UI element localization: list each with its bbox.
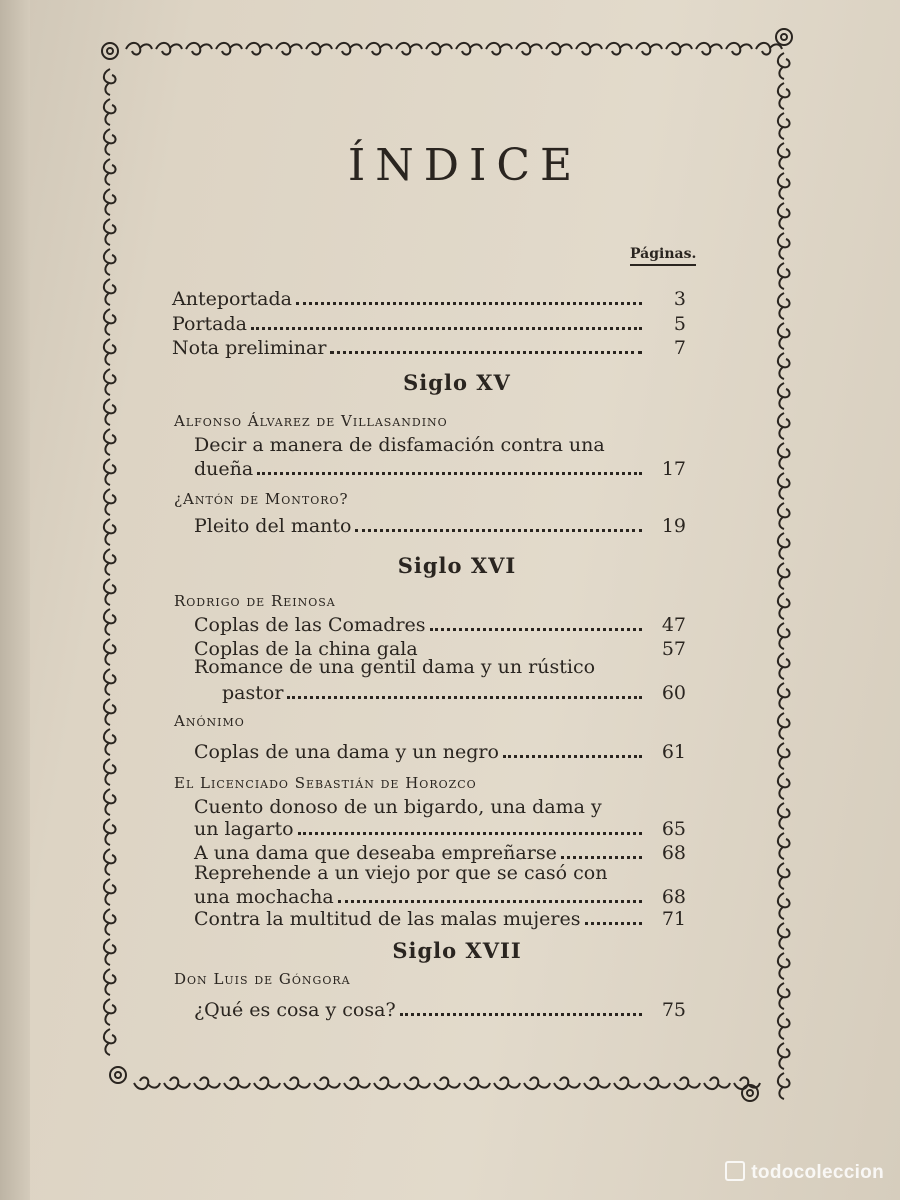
toc-entry-page: 68 — [661, 842, 686, 864]
border-scroll — [778, 1073, 790, 1099]
toc-entry-label: Portada — [172, 313, 247, 335]
border-scroll — [134, 1077, 160, 1089]
border-scroll — [434, 1077, 460, 1089]
border-scroll — [778, 323, 790, 349]
border-scroll — [778, 803, 790, 829]
toc-entry-line: Decir a manera de disfamación contra una — [194, 434, 605, 456]
toc-entry-label: pastor — [222, 682, 284, 704]
toc-entry — [194, 816, 686, 840]
border-scroll — [554, 1077, 580, 1089]
toc-entry-page: 68 — [661, 886, 686, 908]
toc-entry-label: un lagarto — [194, 818, 294, 840]
border-scroll — [778, 893, 790, 919]
border-scroll — [426, 43, 452, 55]
dot-leader — [287, 696, 642, 699]
toc-entry-page: 75 — [661, 999, 686, 1021]
border-scroll — [104, 249, 116, 275]
border-scroll — [524, 1077, 550, 1089]
border-scroll — [778, 503, 790, 529]
border-scroll — [104, 879, 116, 905]
dot-leader — [251, 327, 642, 330]
border-scroll — [606, 43, 632, 55]
toc-entry — [194, 456, 686, 480]
toc-entry-label: ¿Qué es cosa y cosa? — [194, 999, 396, 1021]
section-heading: Siglo XVI — [397, 553, 517, 578]
border-scroll — [104, 969, 116, 995]
border-scroll — [104, 69, 116, 95]
toc-entry-label: Nota preliminar — [172, 337, 327, 359]
author-name: Alfonso Álvarez de Villasandino — [174, 412, 448, 430]
border-scroll — [104, 849, 116, 875]
toc-entry — [194, 513, 686, 537]
toc-entry — [172, 286, 686, 310]
toc-entry-page: 19 — [661, 515, 686, 537]
border-scroll — [126, 43, 152, 55]
toc-entry — [194, 739, 686, 763]
toc-entry-label: Coplas de la china gala — [194, 638, 418, 660]
toc-entry-page: 60 — [661, 682, 686, 704]
border-scroll — [104, 789, 116, 815]
toc-entry — [222, 680, 686, 704]
border-scroll — [104, 819, 116, 845]
toc-entry-page: 71 — [661, 908, 686, 930]
border-scroll — [778, 1043, 790, 1069]
toc-entry-page: 61 — [661, 741, 686, 763]
border-scroll — [104, 459, 116, 485]
border-scroll — [704, 1077, 730, 1089]
dot-leader — [585, 922, 642, 925]
toc-entry-label: una mochacha — [194, 886, 334, 908]
border-scroll — [778, 203, 790, 229]
border-scroll — [778, 473, 790, 499]
border-scroll — [104, 699, 116, 725]
page-title: ÍNDICE — [347, 140, 583, 191]
border-scroll — [224, 1077, 250, 1089]
border-scroll — [374, 1077, 400, 1089]
border-scroll — [104, 759, 116, 785]
watermark — [725, 1161, 884, 1184]
toc-entry-page: 17 — [661, 458, 686, 480]
border-scroll — [404, 1077, 430, 1089]
border-scroll — [254, 1077, 280, 1089]
dot-leader — [298, 832, 642, 835]
border-scroll — [778, 773, 790, 799]
border-scroll — [186, 43, 212, 55]
toc-entry-page: 7 — [673, 337, 686, 359]
border-scroll — [104, 219, 116, 245]
border-scroll — [778, 833, 790, 859]
border-scroll — [546, 43, 572, 55]
border-scroll — [778, 683, 790, 709]
section-heading: Siglo XV — [403, 370, 511, 395]
border-scroll — [486, 43, 512, 55]
border-scroll — [396, 43, 422, 55]
border-scroll — [778, 1013, 790, 1039]
border-scroll — [216, 43, 242, 55]
toc-entry-label: Coplas de una dama y un negro — [194, 741, 499, 763]
dot-leader — [338, 900, 642, 903]
border-scroll — [636, 43, 662, 55]
border-scroll — [516, 43, 542, 55]
border-scroll — [456, 43, 482, 55]
border-scroll — [276, 43, 302, 55]
border-scroll — [314, 1077, 340, 1089]
border-scroll — [104, 339, 116, 365]
author-name: Anónimo — [174, 712, 245, 730]
dot-leader — [430, 628, 642, 631]
border-scroll — [778, 233, 790, 259]
watermark-text: todocoleccion — [751, 1162, 884, 1183]
toc-entry — [194, 884, 686, 908]
toc-entry-page: 47 — [661, 614, 686, 636]
border-scroll — [778, 113, 790, 139]
border-scroll — [104, 609, 116, 635]
border-scroll — [614, 1077, 640, 1089]
border-scroll — [104, 489, 116, 515]
author-name: Rodrigo de Reinosa — [174, 592, 336, 610]
border-scroll — [778, 293, 790, 319]
border-scroll — [104, 279, 116, 305]
toc-entry — [194, 840, 686, 864]
border-scroll — [104, 729, 116, 755]
toc-entry-line: Romance de una gentil dama y un rústico — [194, 656, 596, 678]
toc-entry — [172, 335, 686, 359]
border-scroll — [104, 399, 116, 425]
toc-entry-page: 3 — [673, 288, 686, 310]
author-name: ¿Antón de Montoro? — [174, 490, 349, 508]
toc-entry — [172, 311, 686, 335]
border-scroll — [104, 639, 116, 665]
border-scroll — [644, 1077, 670, 1089]
watermark-logo-icon — [725, 1161, 745, 1181]
border-scroll — [674, 1077, 700, 1089]
border-scroll — [778, 743, 790, 769]
toc-entry-label: A una dama que deseaba empreñarse — [194, 842, 557, 864]
toc-entry-page: 65 — [661, 818, 686, 840]
dot-leader — [296, 302, 642, 305]
border-scroll — [778, 263, 790, 289]
border-scroll — [104, 519, 116, 545]
border-scroll — [778, 83, 790, 109]
border-scroll — [778, 413, 790, 439]
border-scroll — [284, 1077, 310, 1089]
section-heading: Siglo XVII — [392, 938, 522, 963]
border-scroll — [104, 999, 116, 1025]
toc-entry-page: 5 — [673, 313, 686, 335]
toc-entry-label: Contra la multitud de las malas mujeres — [194, 908, 581, 930]
toc-entry — [194, 906, 686, 930]
border-scroll — [696, 43, 722, 55]
border-scroll — [494, 1077, 520, 1089]
toc-entry-page: 57 — [661, 638, 686, 660]
toc-entry-label: dueña — [194, 458, 254, 480]
border-scroll — [104, 189, 116, 215]
border-scroll — [464, 1077, 490, 1089]
border-scroll — [104, 909, 116, 935]
dot-leader — [503, 755, 642, 758]
border-scroll — [336, 43, 362, 55]
dot-leader — [330, 351, 642, 354]
toc-entry-label: Anteportada — [172, 288, 292, 310]
toc-entry-line: Reprehende a un viejo por que se casó con — [194, 862, 608, 884]
toc-entry-line: Cuento donoso de un bigardo, una dama y — [194, 796, 602, 818]
border-scroll — [778, 443, 790, 469]
dot-leader — [400, 1013, 642, 1016]
border-scroll — [778, 983, 790, 1009]
border-scroll — [104, 579, 116, 605]
border-scroll — [306, 43, 332, 55]
author-name: El Licenciado Sebastián de Horozco — [174, 774, 477, 792]
border-scroll — [156, 43, 182, 55]
border-scroll — [778, 863, 790, 889]
dot-leader — [355, 529, 642, 532]
border-scroll — [778, 593, 790, 619]
border-scroll — [778, 653, 790, 679]
border-scroll — [104, 309, 116, 335]
border-scroll — [344, 1077, 370, 1089]
border-scroll — [104, 429, 116, 455]
border-scroll — [104, 1029, 116, 1055]
border-scroll — [726, 43, 752, 55]
border-scroll — [778, 623, 790, 649]
border-scroll — [164, 1077, 190, 1089]
toc-entry-label: Coplas de las Comadres — [194, 614, 426, 636]
dot-leader — [422, 652, 642, 655]
dot-leader — [561, 856, 642, 859]
border-scroll — [666, 43, 692, 55]
border-scroll — [246, 43, 272, 55]
pages-column-header: Páginas. — [630, 246, 696, 266]
toc-entry-label: Pleito del manto — [194, 515, 352, 537]
toc-entry — [194, 612, 686, 636]
dot-leader — [257, 472, 642, 475]
border-scroll — [104, 669, 116, 695]
toc-entry — [194, 997, 686, 1021]
border-scroll — [756, 43, 782, 55]
border-scroll — [576, 43, 602, 55]
border-scroll — [778, 53, 790, 79]
border-scroll — [194, 1077, 220, 1089]
border-scroll — [778, 713, 790, 739]
border-scroll — [366, 43, 392, 55]
border-scroll — [584, 1077, 610, 1089]
border-scroll — [104, 99, 116, 125]
author-name: Don Luis de Góngora — [174, 970, 351, 988]
